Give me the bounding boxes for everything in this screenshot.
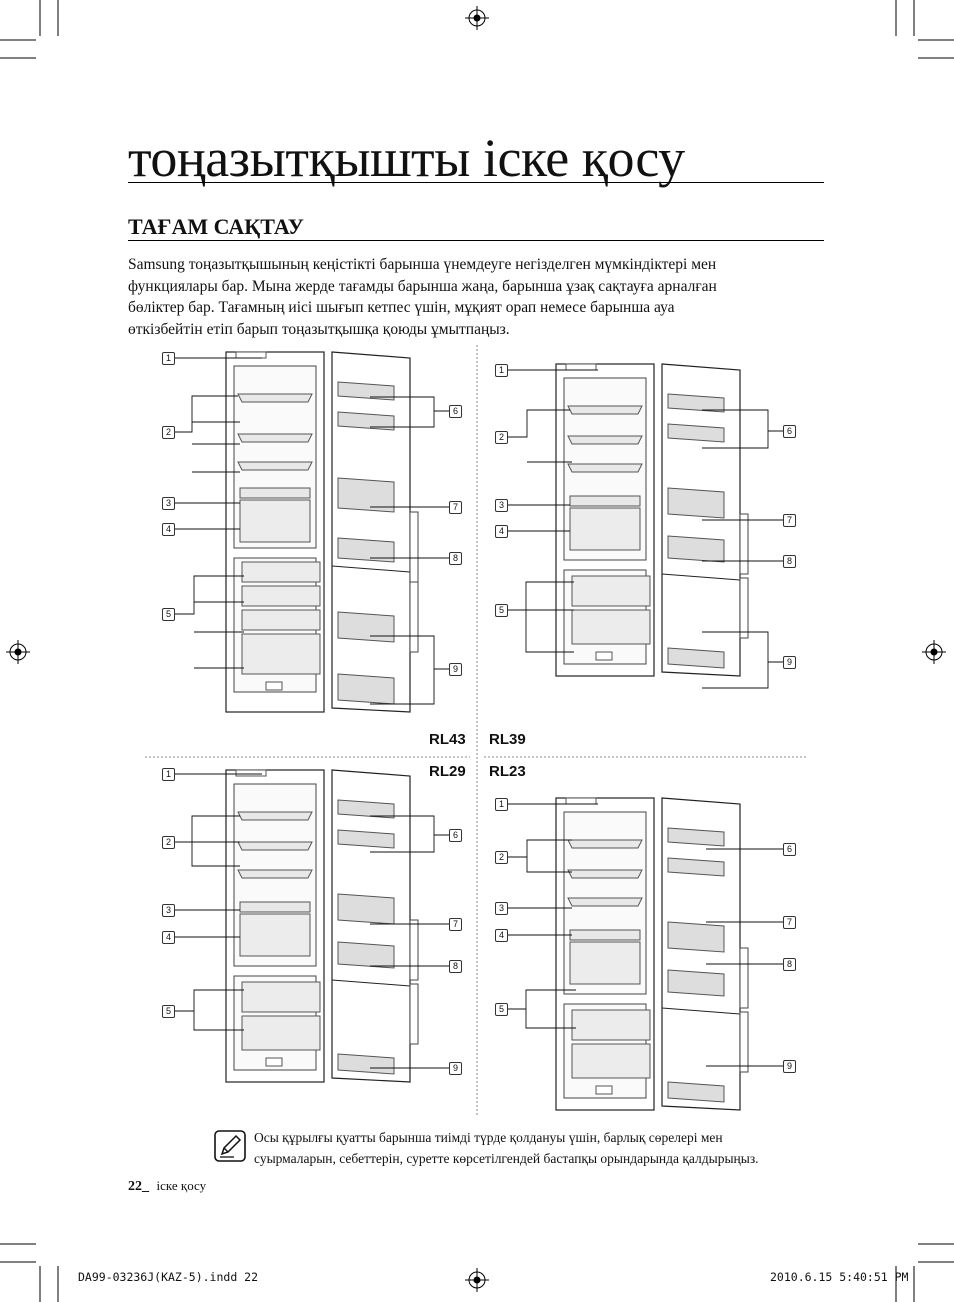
footer-file: DA99-03236J(KAZ-5).indd 22 — [78, 1270, 259, 1284]
model-label-rl39: RL39 — [489, 731, 526, 748]
callout-3: 3 — [495, 902, 508, 915]
callout-9: 9 — [449, 1062, 462, 1075]
intro-line: функциялары бар. Мына жерде тағамды барынша жаңа, барынша ұзақ сақтауға арналған — [128, 277, 717, 295]
callout-7: 7 — [783, 514, 796, 527]
intro-paragraph — [128, 254, 828, 340]
callout-9: 9 — [783, 1060, 796, 1073]
callout-9: 9 — [449, 663, 462, 676]
title-rule — [128, 182, 824, 183]
callout-8: 8 — [783, 958, 796, 971]
note-text — [254, 1127, 854, 1169]
intro-line: Samsung тоңазытқышының кеңістікті барынша үнемдеуге негізделген мүмкіндіктері мен — [128, 256, 717, 273]
footer-timestamp: 2010.6.15 5:40:51 PM — [770, 1270, 909, 1284]
model-label-rl43: RL43 — [429, 731, 466, 748]
page-title: тоңазытқышты іске қосу — [128, 128, 685, 188]
callout-5: 5 — [162, 608, 175, 621]
callout-2: 2 — [162, 426, 175, 439]
note-pencil-icon — [214, 1130, 246, 1162]
callout-1: 1 — [495, 798, 508, 811]
callout-7: 7 — [449, 501, 462, 514]
page-number — [128, 1178, 206, 1195]
callout-6: 6 — [449, 829, 462, 842]
callout-7: 7 — [783, 916, 796, 929]
callout-4: 4 — [162, 523, 175, 536]
callout-5: 5 — [495, 604, 508, 617]
callout-3: 3 — [495, 499, 508, 512]
model-label-rl23: RL23 — [489, 763, 526, 780]
callout-2: 2 — [495, 431, 508, 444]
intro-line: өткізбейтін етіп барып тоңазытқышқа қоюды ұмытпаңыз. — [128, 320, 510, 338]
callout-2: 2 — [162, 836, 175, 849]
note-line: Осы құрылғы қуатты барынша тиімді түрде қолдануы үшін, барлық сөрелері мен — [254, 1130, 723, 1145]
callout-8: 8 — [783, 555, 796, 568]
callout-3: 3 — [162, 497, 175, 510]
callout-6: 6 — [449, 405, 462, 418]
callout-2: 2 — [495, 851, 508, 864]
callout-9: 9 — [783, 656, 796, 669]
callout-7: 7 — [449, 918, 462, 931]
page-section-label: іске қосу — [156, 1178, 207, 1193]
section-title: ТАҒАМ САҚТАУ — [128, 214, 304, 239]
callout-4: 4 — [495, 929, 508, 942]
section-rule — [128, 240, 824, 241]
callout-1: 1 — [162, 352, 175, 365]
callout-1: 1 — [495, 364, 508, 377]
registration-mark-icon — [465, 6, 489, 30]
callout-8: 8 — [449, 552, 462, 565]
callout-5: 5 — [495, 1003, 508, 1016]
callout-8: 8 — [449, 960, 462, 973]
intro-line: бөліктер бар. Тағамның иісі шығып кетпес үшін, мұқият орап немесе барынша ауа — [128, 299, 675, 316]
note-line: суырмаларын, себеттерін, суретте көрсетілгендей бастапқы орындарында қалдырыңыз. — [254, 1151, 759, 1166]
callout-5: 5 — [162, 1005, 175, 1018]
callout-4: 4 — [162, 931, 175, 944]
page-number-value: 22_ — [128, 1179, 149, 1194]
callout-6: 6 — [783, 425, 796, 438]
model-label-rl29: RL29 — [429, 763, 466, 780]
callout-4: 4 — [495, 525, 508, 538]
callout-6: 6 — [783, 843, 796, 856]
callout-1: 1 — [162, 768, 175, 781]
callout-3: 3 — [162, 904, 175, 917]
